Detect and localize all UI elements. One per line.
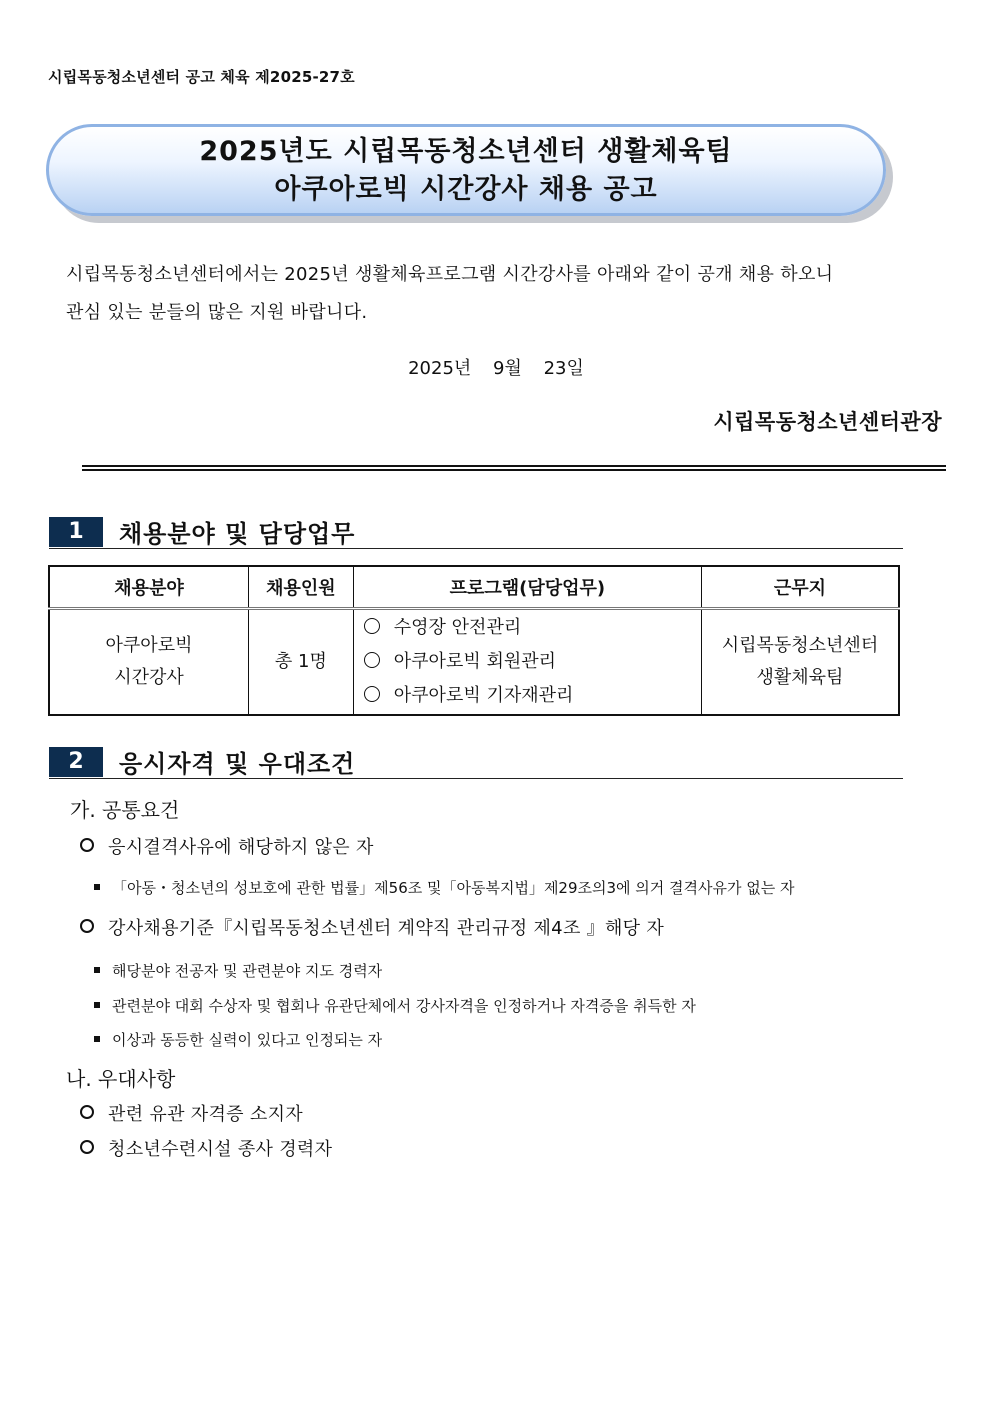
program-label: 아쿠아로빅 회원관리 [393, 651, 556, 672]
square-bullet-icon [94, 967, 100, 973]
program-item [364, 611, 700, 645]
section-heading-1 [49, 514, 903, 549]
preferences-heading: 나. 우대사항 [66, 1067, 176, 1091]
square-bullet-icon [94, 1036, 100, 1042]
issuer-name: 시립목동청소년센터관장 [713, 410, 942, 434]
intro-line2: 관심 있는 분들의 많은 지원 바랍니다. [66, 302, 368, 323]
preference-text: 관련 유관 자격증 소지자 [108, 1104, 303, 1125]
table-row [49, 609, 899, 716]
header-field: 채용분야 [49, 566, 249, 609]
square-bullet-icon [94, 884, 100, 890]
section-number: 1 [49, 517, 103, 547]
table-header-row [49, 566, 899, 609]
banner-title-line2: 아쿠아로빅 시간강사 채용 공고 [274, 174, 658, 205]
circle-bullet-icon [364, 618, 380, 634]
location-line1: 시립목동청소년센터 [721, 635, 879, 656]
requirement-item [80, 833, 374, 859]
intro-paragraph [66, 256, 906, 332]
cell-headcount: 총 1명 [249, 609, 354, 716]
requirement-detail [94, 960, 382, 981]
requirement-item [80, 914, 664, 940]
requirement-detail [94, 877, 795, 898]
title-banner [46, 124, 886, 216]
requirement-text: 강사채용기준『시립목동청소년센터 계약직 관리규정 제4조 』해당 자 [108, 918, 665, 939]
requirement-detail [94, 1029, 382, 1050]
preference-item [80, 1135, 332, 1161]
cell-programs [353, 609, 701, 716]
intro-line1: 시립목동청소년센터에서는 2025년 생활체육프로그램 시간강사를 아래와 같이 공개 채용 하오니 [66, 264, 834, 285]
location-line2: 생활체육팀 [756, 667, 844, 688]
section-heading-2 [49, 744, 903, 779]
banner-title-line1: 2025년도 시립목동청소년센터 생활체육팀 [199, 136, 733, 167]
cell-field [49, 609, 249, 716]
circle-bullet-icon [364, 652, 380, 668]
field-line1: 아쿠아로빅 [105, 635, 193, 656]
date-day: 23일 [543, 358, 584, 379]
ring-bullet-icon [80, 838, 94, 852]
requirement-detail-text: 이상과 동등한 실력이 있다고 인정되는 자 [112, 1031, 383, 1049]
notice-number: 시립목동청소년센터 공고 체육 제2025-27호 [48, 68, 355, 86]
program-label: 수영장 안전관리 [393, 617, 522, 638]
ring-bullet-icon [80, 1105, 94, 1119]
program-label: 아쿠아로빅 기자재관리 [393, 685, 574, 706]
announcement-date [0, 354, 992, 380]
header-program: 프로그램(담당업무) [353, 566, 701, 609]
divider-line [82, 465, 946, 467]
requirement-detail [94, 995, 696, 1016]
date-year: 2025년 [408, 358, 472, 379]
preference-item [80, 1100, 303, 1126]
header-location: 근무지 [701, 566, 899, 609]
recruitment-table [48, 565, 900, 716]
requirement-detail-text: 해당분야 전공자 및 관련분야 지도 경력자 [112, 962, 383, 980]
date-month: 9월 [493, 358, 522, 379]
divider-line [82, 469, 946, 471]
section-number: 2 [49, 747, 103, 777]
section-title: 응시자격 및 우대조건 [119, 750, 356, 778]
requirement-detail-text: 관련분야 대회 수상자 및 협회나 유관단체에서 강사자격을 인정하거나 자격증을 취득한 자 [112, 997, 696, 1015]
header-headcount: 채용인원 [249, 566, 354, 609]
ring-bullet-icon [80, 1140, 94, 1154]
program-item [364, 645, 700, 679]
requirement-detail-text: 「아동・청소년의 성보호에 관한 법률」제56조 및「아동복지법」제29조의3에 의거 결격사유가 없는 자 [112, 879, 795, 897]
common-requirements-heading: 가. 공통요건 [70, 798, 180, 822]
square-bullet-icon [94, 1002, 100, 1008]
preference-text: 청소년수련시설 종사 경력자 [108, 1139, 333, 1160]
circle-bullet-icon [364, 686, 380, 702]
ring-bullet-icon [80, 919, 94, 933]
requirement-text: 응시결격사유에 해당하지 않은 자 [108, 837, 374, 858]
section-title: 채용분야 및 담당업무 [119, 520, 356, 548]
program-item [364, 679, 700, 713]
field-line2: 시간강사 [114, 667, 184, 688]
cell-location [701, 609, 899, 716]
